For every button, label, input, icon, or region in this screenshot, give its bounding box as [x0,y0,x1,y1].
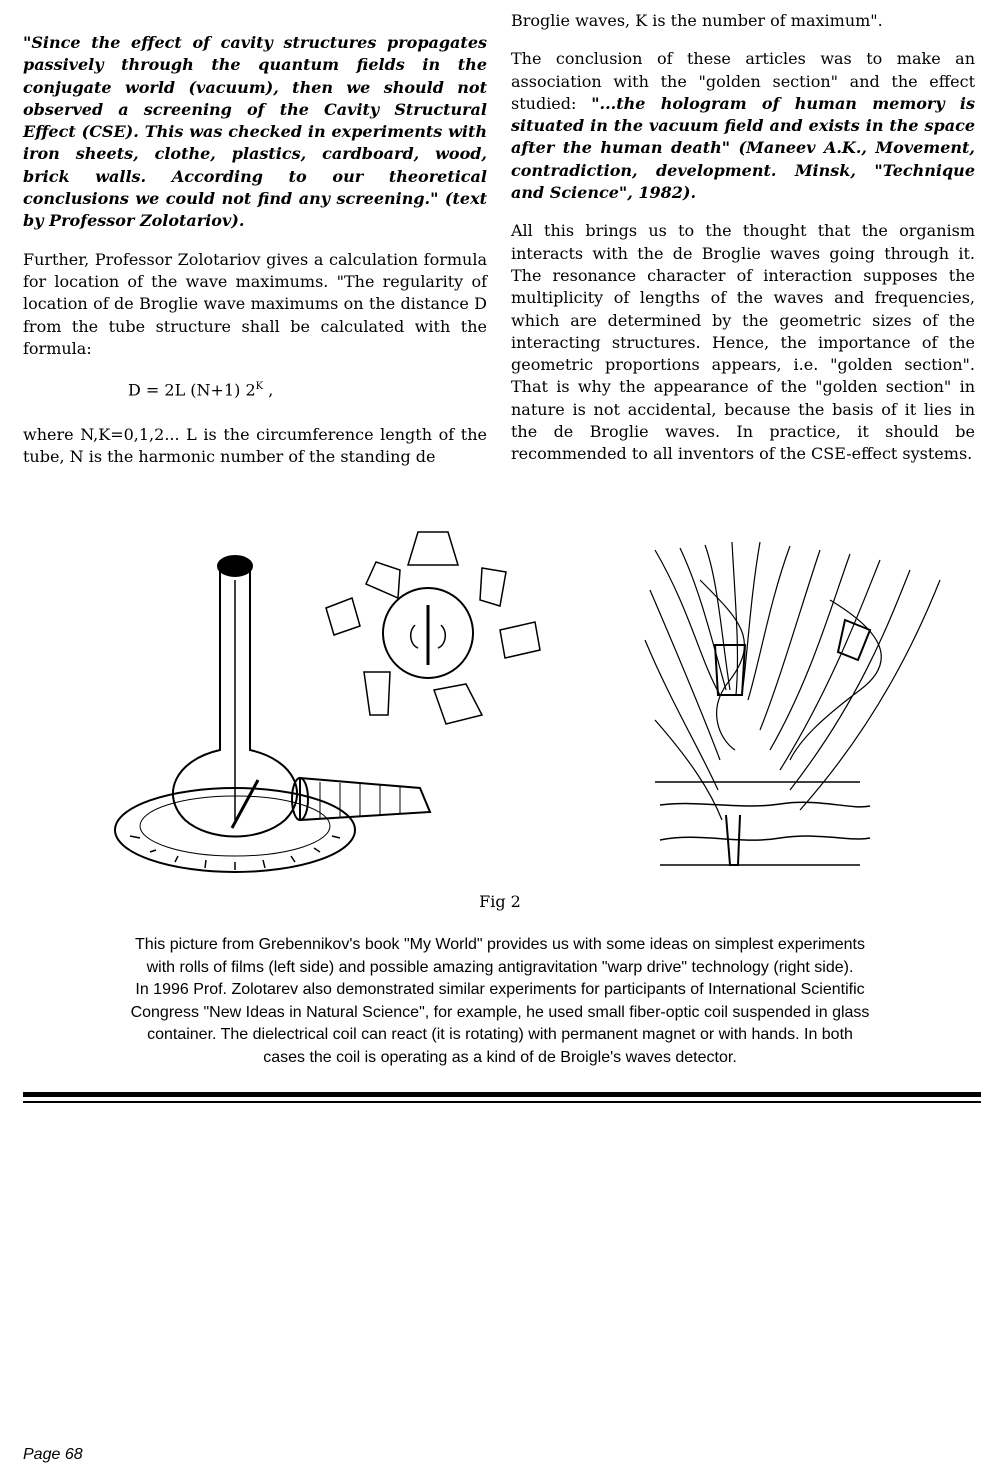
flask-experiment-illustration [115,532,540,872]
left-paragraph-formula-intro: Further, Professor Zolotariov gives a calculation formula for location of the wave maximums. "The regularity of location of de Broglie wave maximums on the distance D from the tube structure shall be calculated with the formula: [23,249,487,358]
flask-stopper [218,556,252,576]
caption-line: container. The dielectrical coil can react (it is rotating) with permanent magnet or with hands. In both [147,1026,853,1043]
warp-drive-illustration [645,542,940,865]
figure-illustration [0,520,1000,890]
figure-drawing [0,520,1000,890]
caption-line: In 1996 Prof. Zolotarev also demonstrated similar experiments for participants of International Scientific [135,981,865,998]
caption-line: cases the coil is operating as a kind of de Broigle's waves detector. [263,1048,737,1066]
dial-ticks [130,836,340,870]
right-paragraph-broglie: Broglie waves, K is the number of maximum". [511,11,883,30]
right-paragraph-conclusion [511,48,975,204]
conclusion-plain: The conclusion of these articles was to make an association with the "golden section" and the effect studied: [511,49,975,113]
formula [23,376,487,402]
formula-end: , [263,380,274,400]
formula-superscript: K [255,381,264,393]
right-paragraph-organism: All this brings us to the thought that the organism interacts with the de Broglie waves going through it. The resonance character of interaction supposes the multiplicity of lengths of the waves and frequencies, which are determined by the geometric sizes of the interacting structures. Hence, the importance of the geometric proportions appears, i.e. "golden section". That is why the appearance of the "golden section" in nature is not accidental, because the basis of it lies in the de Broglie waves. In practice, it should be recommended to all inventors of the CSE-effect systems. [511,221,975,464]
conclusion-quote: "...the hologram of human memory is situated in the vacuum field and exists in the space after the human death" (Maneev A.K., Movement, contradiction, development. Minsk, "Technique and Science", 1982). [511,93,975,203]
figure-caption [40,934,960,1069]
left-column [23,32,487,484]
left-paragraph-where: where N,K=0,1,2... L is the circumference length of the tube, N is the harmonic number of the standing de [23,424,487,467]
caption-line: Congress "New Ideas in Natural Science", for example, he used small fiber-optic coil suspended in glass [130,1003,870,1021]
right-column [511,10,975,482]
figure-label: Fig 2 [479,892,521,911]
film-rolls-ring [326,532,540,724]
page-number: Page 68 [23,1446,83,1463]
formula-main: D = 2L (N+1) 2 [128,380,256,400]
caption-line: This picture from Grebennikov's book "My World" provides us with some ideas on simplest experiments [135,936,865,953]
divider-thick [23,1092,981,1097]
zolotariov-quote: "Since the effect of cavity structures propagates passively through the quantum fields in the conjugate world (vacuum), then we should not observed a screening of the Cavity Structural Effect (CSE). This was checked in experiments with iron sheets, clothe, plastics, cardboard, wood, brick walls. According to our theoretical conclusions we could not find any screening." (text by Professor Zolotariov). [23,33,487,231]
divider-thin [23,1101,981,1103]
caption-line: with rolls of films (left side) and possible amazing antigravitation "warp drive" technology (right side). [146,958,854,976]
